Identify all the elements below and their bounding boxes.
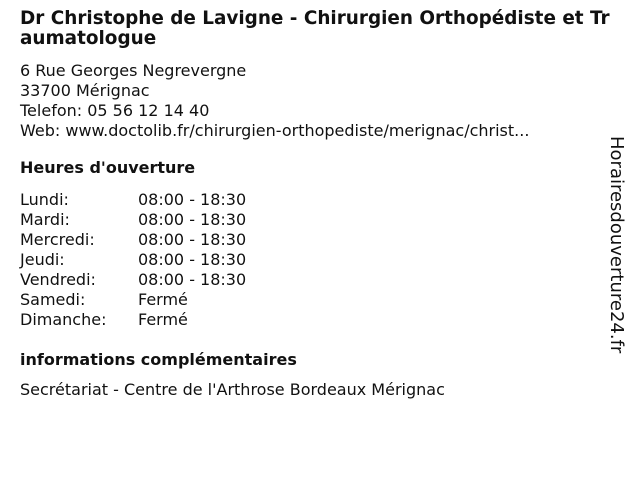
hours-heading: Heures d'ouverture (20, 158, 196, 177)
time-value: 08:00 - 18:30 (138, 250, 247, 269)
phone-number: Telefon: 05 56 12 14 40 (20, 101, 210, 120)
time-value: 08:00 - 18:30 (138, 210, 247, 229)
info-heading: informations complémentaires (20, 350, 297, 369)
hours-row-mardi (20, 210, 620, 230)
opening-hours-table (20, 190, 620, 330)
day-label: Mercredi: (20, 230, 95, 249)
hours-row-dimanche (20, 310, 620, 330)
time-value: 08:00 - 18:30 (138, 230, 247, 249)
site-watermark: Horairesdouverture24.fr (606, 136, 627, 354)
hours-row-mercredi (20, 230, 620, 250)
time-value: Fermé (138, 290, 188, 309)
hours-row-lundi (20, 190, 620, 210)
hours-row-jeudi (20, 250, 620, 270)
info-text: Secrétariat - Centre de l'Arthrose Bordeaux Mérignac (20, 380, 445, 399)
address-city: 33700 Mérignac (20, 81, 150, 100)
address-street: 6 Rue Georges Negrevergne (20, 61, 247, 80)
time-value: 08:00 - 18:30 (138, 270, 247, 289)
page-title: Dr Christophe de Lavigne - Chirurgien Orthopédiste et Traumatologue (20, 8, 610, 49)
business-card (20, 9, 620, 400)
day-label: Mardi: (20, 210, 70, 229)
website-link: Web: www.doctolib.fr/chirurgien-orthopediste/merignac/christ... (20, 121, 530, 140)
day-label: Vendredi: (20, 270, 96, 289)
time-value: Fermé (138, 310, 188, 329)
day-label: Lundi: (20, 190, 69, 209)
day-label: Dimanche: (20, 310, 107, 329)
day-label: Jeudi: (20, 250, 65, 269)
day-label: Samedi: (20, 290, 86, 309)
hours-row-vendredi (20, 270, 620, 290)
time-value: 08:00 - 18:30 (138, 190, 247, 209)
hours-row-samedi (20, 290, 620, 310)
address-block (20, 61, 620, 141)
